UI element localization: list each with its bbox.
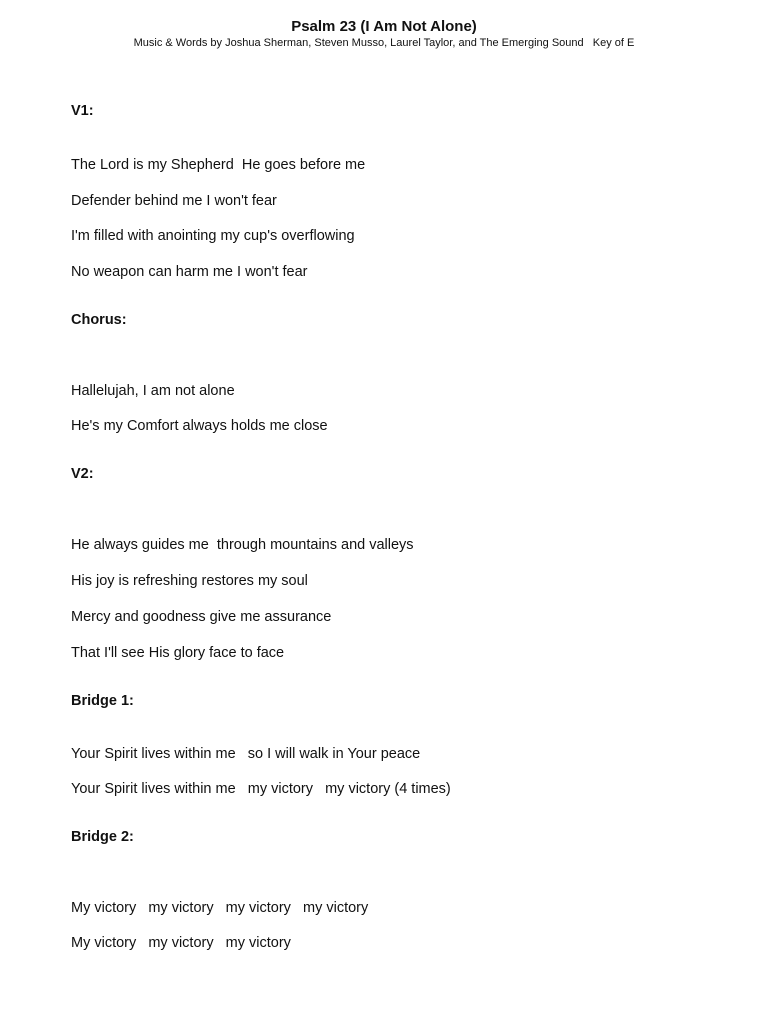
lyric-line: My victory my victory my victory my victory <box>71 900 369 916</box>
lyric-line: Your Spirit lives within me my victory my victory (4 times) <box>71 781 451 797</box>
lyric-line: Hallelujah, I am not alone <box>71 383 235 399</box>
section-heading-bridge-1: Bridge 1: <box>71 693 134 709</box>
lyric-line: No weapon can harm me I won't fear <box>71 264 308 280</box>
lyric-line: My victory my victory my victory <box>71 935 291 951</box>
section-heading-v2: V2: <box>71 466 94 482</box>
lyric-line: He always guides me through mountains and valleys <box>71 537 414 553</box>
lyric-line: The Lord is my Shepherd He goes before me <box>71 157 366 173</box>
lyric-line: His joy is refreshing restores my soul <box>71 573 308 589</box>
song-title: Psalm 23 (I Am Not Alone) <box>291 18 477 35</box>
lyric-line: He's my Comfort always holds me close <box>71 418 328 434</box>
lyric-line: I'm filled with anointing my cup's overflowing <box>71 228 355 244</box>
section-heading-v1: V1: <box>71 103 94 119</box>
lyric-line: That I'll see His glory face to face <box>71 645 285 661</box>
song-credits: Music & Words by Joshua Sherman, Steven Musso, Laurel Taylor, and The Emerging Sound Key of E <box>133 37 635 49</box>
lyric-line: Your Spirit lives within me so I will walk in Your peace <box>71 746 421 762</box>
lyric-line: Defender behind me I won't fear <box>71 193 277 209</box>
section-heading-bridge-2: Bridge 2: <box>71 829 134 845</box>
section-heading-chorus: Chorus: <box>71 312 127 328</box>
lyric-line: Mercy and goodness give me assurance <box>71 609 332 625</box>
